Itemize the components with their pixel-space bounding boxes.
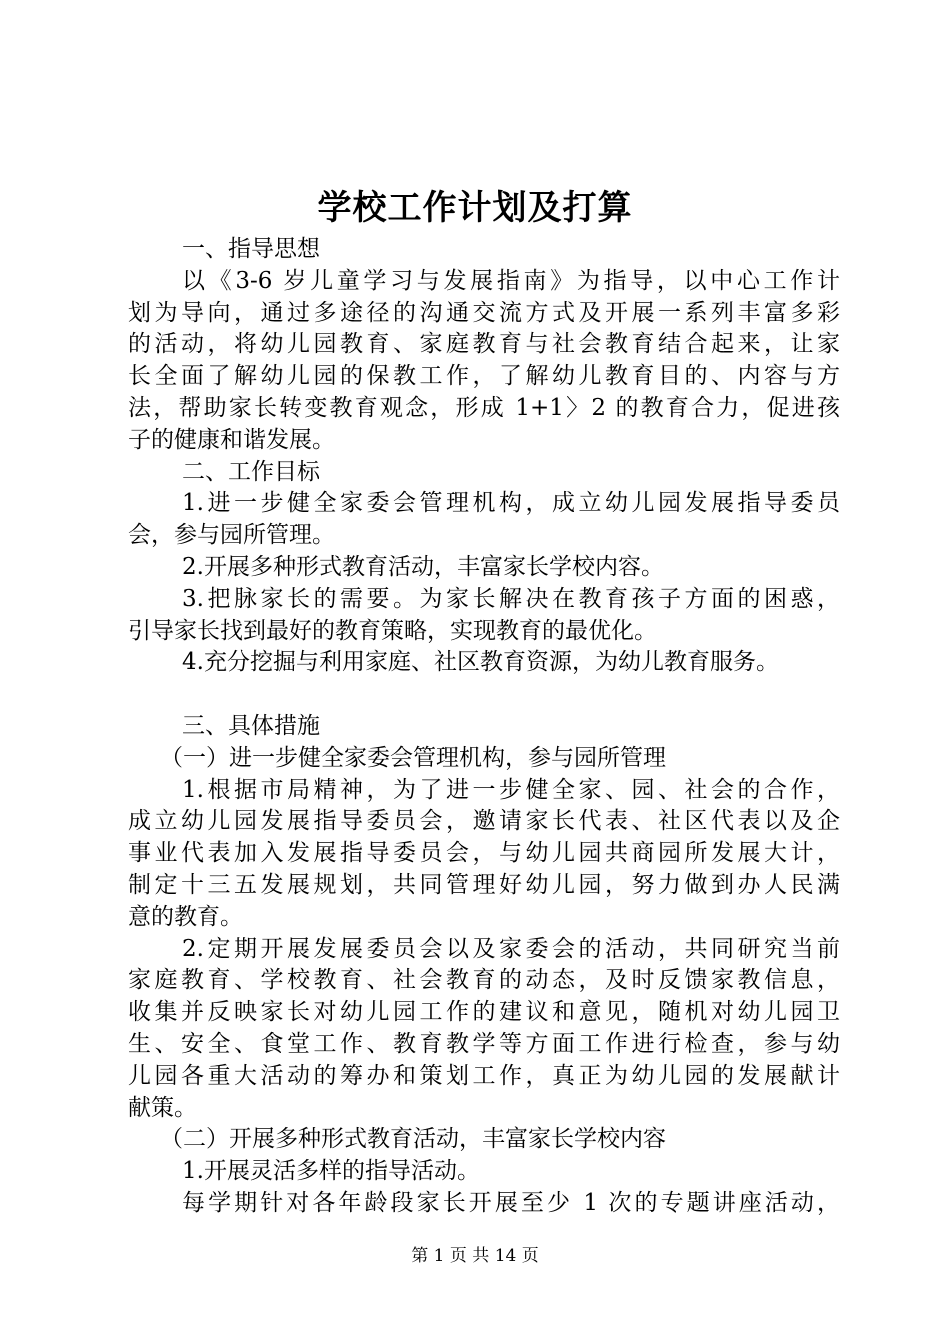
text-line: 子的健康和谐发展。 <box>128 426 335 453</box>
text-line: 会，参与园所管理。 <box>128 522 335 549</box>
document-body <box>128 234 840 1220</box>
text-line: 的活动，将幼儿园教育、家庭教育与社会教育结合起来，让家 <box>128 331 840 358</box>
text-line: 法，帮助家长转变教育观念，形成 1+1〉2 的教育合力，促进孩 <box>128 394 840 421</box>
text-line: 1.根据市局精神，为了进一步健全家、园、社会的合作， <box>182 776 840 803</box>
text-line: 生、安全、食堂工作、教育教学等方面工作进行检查，参与幼 <box>128 1030 840 1057</box>
text-line: 引导家长找到最好的教育策略，实现教育的最优化。 <box>128 617 657 644</box>
text-line: 以《3-6 岁儿童学习与发展指南》为指导，以中心工作计 <box>182 267 840 294</box>
text-line: 收集并反映家长对幼儿园工作的建议和意见，随机对幼儿园卫 <box>128 999 840 1026</box>
text-line: 长全面了解幼儿园的保教工作，了解幼儿教育目的、内容与方 <box>128 363 840 390</box>
text-line: 制定十三五发展规划，共同管理好幼儿园，努力做到办人民满 <box>128 871 840 898</box>
page-footer: 第 1 页 共 14 页 <box>411 1246 539 1266</box>
text-line: 事业代表加入发展指导委员会，与幼儿园共商园所发展大计， <box>128 840 840 867</box>
text-line: 2.开展多种形式教育活动，丰富家长学校内容。 <box>182 553 664 580</box>
text-line: 划为导向，通过多途径的沟通交流方式及开展一系列丰富多彩 <box>128 299 840 326</box>
text-line: 成立幼儿园发展指导委员会，邀请家长代表、社区代表以及企 <box>128 808 840 835</box>
document-title: 学校工作计划及打算 <box>317 188 633 228</box>
text-line: 4.充分挖掘与利用家庭、社区教育资源，为幼儿教育服务。 <box>182 649 779 676</box>
text-line: 家庭教育、学校教育、社会教育的动态，及时反馈家教信息， <box>128 967 840 994</box>
text-line: 二、工作目标 <box>182 458 320 485</box>
text-line: 意的教育。 <box>128 903 243 930</box>
text-line <box>128 679 840 711</box>
text-line: 2.定期开展发展委员会以及家委会的活动，共同研究当前 <box>182 935 840 962</box>
text-line: 1.进一步健全家委会管理机构，成立幼儿园发展指导委员 <box>182 490 840 517</box>
text-line: （一）进一步健全家委会管理机构，参与园所管理 <box>160 744 666 771</box>
text-line: 三、具体措施 <box>182 712 320 739</box>
text-line: 一、指导思想 <box>182 236 320 262</box>
text-line: （二）开展多种形式教育活动，丰富家长学校内容 <box>160 1126 666 1153</box>
text-line: 献策。 <box>128 1094 197 1121</box>
text-line: 3.把脉家长的需要。为家长解决在教育孩子方面的困惑， <box>182 585 840 612</box>
text-line: 每学期针对各年龄段家长开展至少 1 次的专题讲座活动， <box>182 1189 840 1216</box>
text-line: 儿园各重大活动的筹办和策划工作，真正为幼儿园的发展献计 <box>128 1062 840 1089</box>
text-line: 1.开展灵活多样的指导活动。 <box>182 1158 480 1185</box>
